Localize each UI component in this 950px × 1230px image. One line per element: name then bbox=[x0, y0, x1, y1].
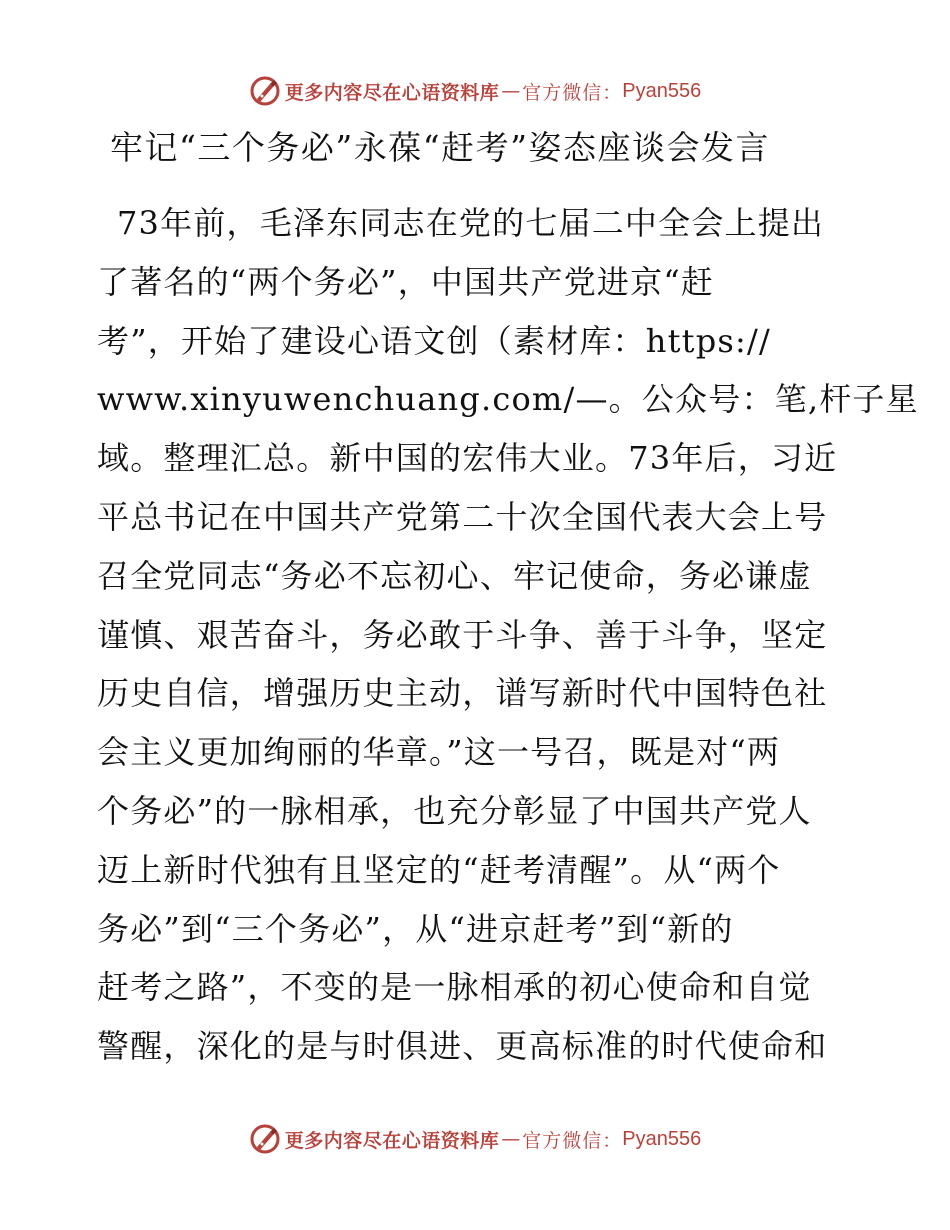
body-line: 赶考之路”，不变的是一脉相承的初心使命和自觉 bbox=[97, 968, 812, 1007]
body-line: 召全党同志“务必不忘初心、牢记使命，务必谦虚 bbox=[97, 556, 812, 595]
banner-wechat-label: 官方微信： bbox=[522, 1129, 623, 1152]
body-line: 务必”到“三个务必”，从“进京赶考”到“新的 bbox=[97, 909, 734, 948]
footer-banner bbox=[0, 1122, 950, 1156]
body-line: 平总书记在中国共产党第二十次全国代表大会上号 bbox=[97, 497, 828, 536]
banner-dash: — bbox=[501, 80, 521, 102]
body-line: 会主义更加绚丽的华章。”这一号召，既是对“两 bbox=[97, 733, 781, 772]
document-title: 牢记“三个务必”永葆“赶考”姿态座谈会发言 bbox=[110, 128, 770, 167]
body-line: 域。整理汇总。新中国的宏伟大业。73年后，习近 bbox=[97, 439, 838, 478]
body-line: 73年前，毛泽东同志在党的七届二中全会上提出 bbox=[117, 204, 825, 242]
body-line: 迈上新时代独有且坚定的“赶考清醒”。从“两个 bbox=[97, 850, 781, 889]
body-line: 个务必”的一脉相承，也充分彰显了中国共产党人 bbox=[97, 791, 812, 830]
banner-brand-text: 更多内容尽在心语资料库 bbox=[284, 1129, 500, 1152]
body-line: 了著名的“两个务必”，中国共产党进京“赶 bbox=[97, 262, 715, 301]
pen-nib-logo-icon bbox=[249, 1123, 281, 1155]
body-line: www.xinyuwenchuang.com/—。公众号：笔,杆子星 bbox=[97, 380, 919, 419]
header-banner bbox=[0, 74, 950, 108]
document-body bbox=[97, 194, 919, 1076]
banner-brand-text: 更多内容尽在心语资料库 bbox=[284, 81, 500, 104]
banner-dash: — bbox=[501, 1128, 521, 1150]
body-line: 谨慎、艰苦奋斗，务必敢于斗争、善于斗争，坚定 bbox=[97, 615, 828, 654]
banner-wechat-label: 官方微信： bbox=[522, 81, 623, 104]
banner-wechat-id: Pyan556 bbox=[622, 1127, 702, 1150]
body-line: 历史自信，增强历史主动，谱写新时代中国特色社 bbox=[97, 674, 828, 713]
body-line: 警醒，深化的是与时俱进、更高标准的时代使命和 bbox=[97, 1027, 828, 1066]
banner-wechat-id: Pyan556 bbox=[622, 79, 702, 102]
body-line: 考”，开始了建设心语文创（素材库：https:// bbox=[97, 321, 771, 360]
pen-nib-logo-icon bbox=[249, 75, 281, 107]
